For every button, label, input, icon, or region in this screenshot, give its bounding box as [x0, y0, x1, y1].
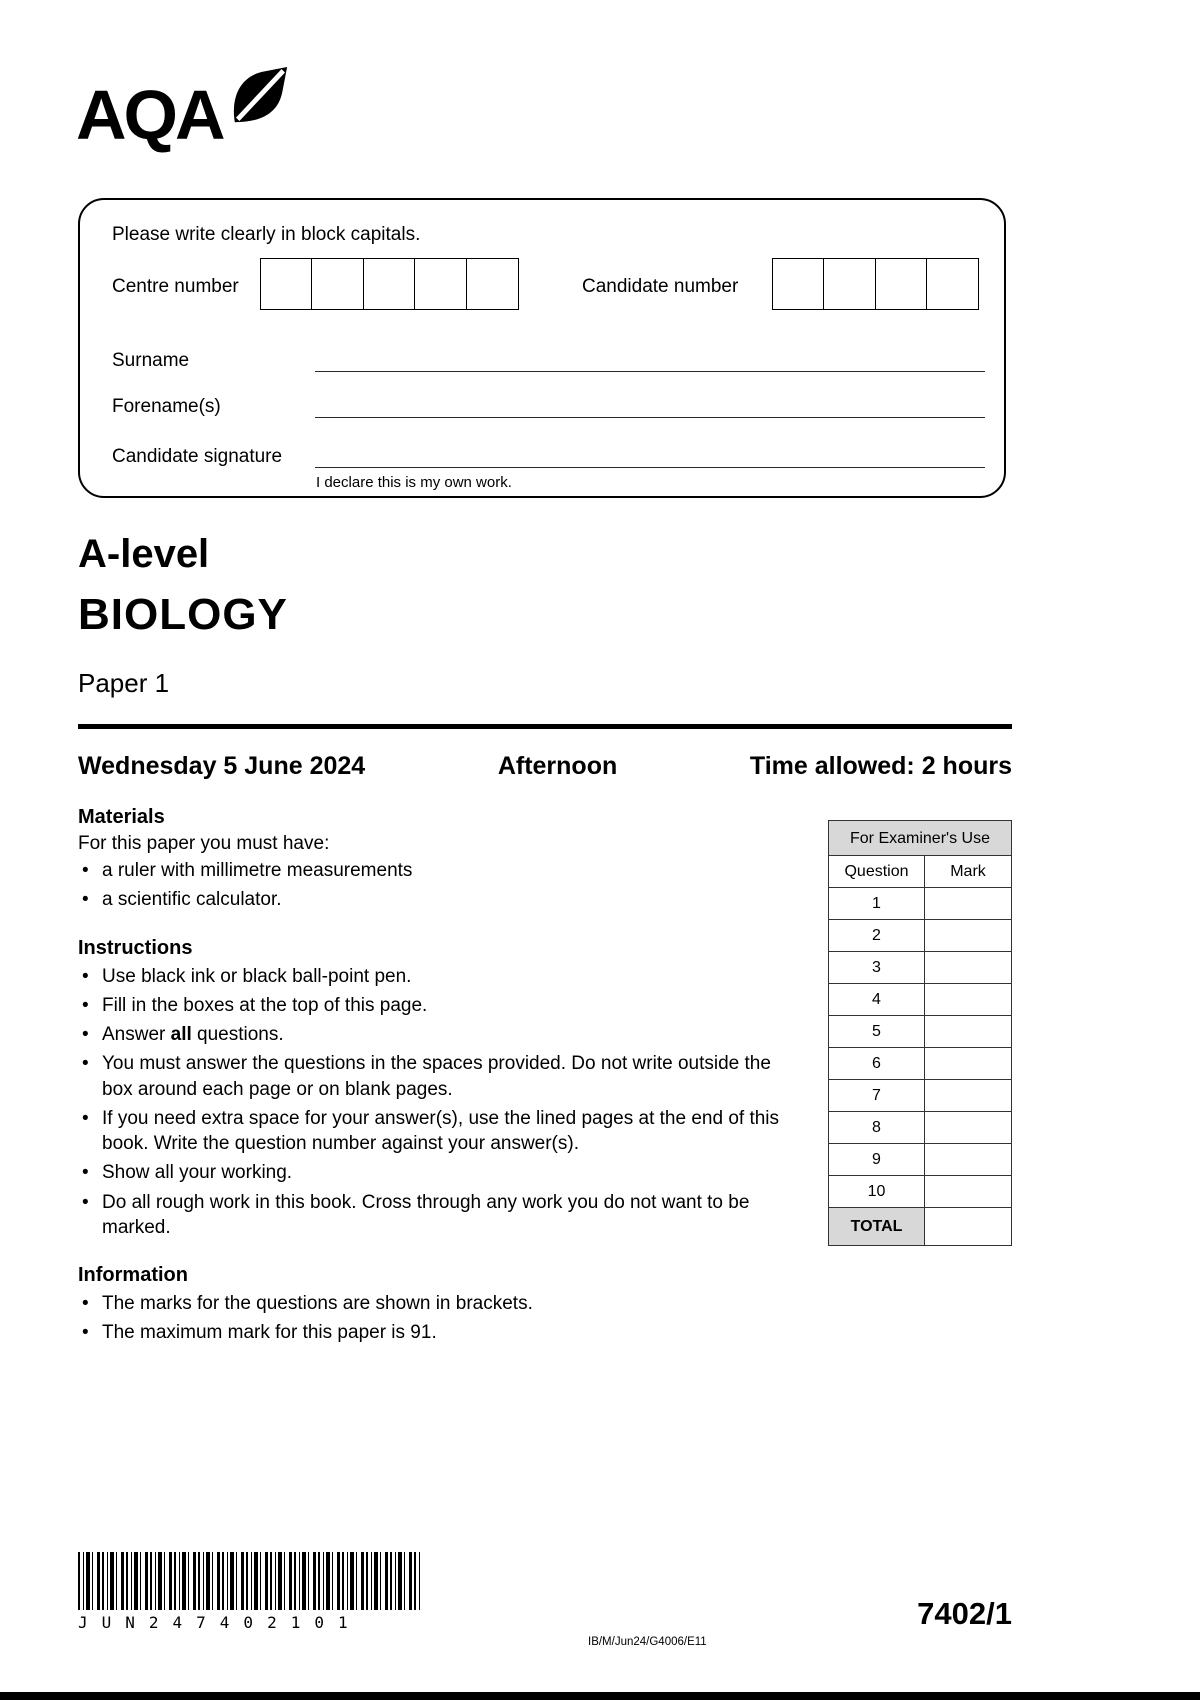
mark-cell [925, 1112, 1011, 1143]
mark-cell [925, 1176, 1011, 1207]
examiner-table-row [829, 1144, 1011, 1176]
examiner-use-table [828, 820, 1012, 1246]
aqa-logo [76, 70, 291, 161]
paper-code: 7402/1 [917, 1596, 1012, 1631]
instruction-item [78, 1022, 798, 1047]
bottom-edge-bar [0, 1692, 1200, 1700]
information-item: • The maximum mark for this paper is 91. [78, 1320, 798, 1345]
barcode-text: JUN247402101 [78, 1613, 362, 1632]
aqa-leaf-icon [229, 66, 291, 133]
question-number: 1 [829, 888, 925, 919]
instruction-item: • Show all your working. [78, 1160, 798, 1185]
time-allowed: Time allowed: 2 hours [749, 752, 1012, 780]
examiner-table-row [829, 1080, 1011, 1112]
examiner-table-row [829, 888, 1011, 920]
mark-cell [925, 1016, 1011, 1047]
instruction-item: • Use black ink or black ball-point pen. [78, 964, 798, 989]
barcode [78, 1552, 420, 1610]
centre-number-field[interactable] [260, 258, 519, 310]
instructions-heading: Instructions [78, 936, 193, 959]
examiner-table-row [829, 1048, 1011, 1080]
subject-title: BIOLOGY [78, 590, 288, 639]
declaration-text: I declare this is my own work. [316, 474, 512, 491]
total-mark-cell [925, 1208, 1011, 1245]
instruction-item: • If you need extra space for your answer(s), use the lined pages at the end of this book. Write the question number against your answer(s). [78, 1106, 798, 1157]
examiner-table-row [829, 952, 1011, 984]
examiner-table-row [829, 1016, 1011, 1048]
centre-number-cell[interactable] [414, 258, 467, 310]
instruction-item: • Fill in the boxes at the top of this page. [78, 993, 798, 1018]
materials-intro: For this paper you must have: [78, 833, 330, 854]
examiner-table-row [829, 1176, 1011, 1208]
question-number: 5 [829, 1016, 925, 1047]
instruction-item: • Do all rough work in this book. Cross through any work you do not want to be marked. [78, 1190, 798, 1241]
question-number: 7 [829, 1080, 925, 1111]
candidate-details-box [78, 198, 1006, 498]
divider-rule [78, 724, 1012, 729]
mark-cell [925, 1048, 1011, 1079]
signature-label: Candidate signature [112, 446, 283, 467]
surname-label: Surname [112, 350, 190, 371]
question-column-header: Question [829, 856, 925, 887]
candidate-number-label: Candidate number [582, 276, 739, 297]
candidate-number-cell[interactable] [772, 258, 825, 310]
centre-number-cell[interactable] [311, 258, 364, 310]
centre-number-cell[interactable] [260, 258, 313, 310]
instruction-item: • You must answer the questions in the spaces provided. Do not write outside the box around each page or on blank pages. [78, 1051, 798, 1102]
exam-date: Wednesday 5 June 2024 [78, 752, 366, 780]
exam-info-row [78, 752, 1012, 781]
candidate-number-field[interactable] [772, 258, 979, 310]
materials-heading: Materials [78, 806, 165, 828]
total-label: TOTAL [829, 1208, 925, 1245]
examiner-table-title: For Examiner's Use [829, 821, 1011, 856]
information-list [78, 1291, 798, 1346]
paper-reference: IB/M/Jun24/G4006/E11 [588, 1636, 707, 1648]
centre-number-cell[interactable] [466, 258, 519, 310]
centre-number-label: Centre number [112, 276, 239, 297]
examiner-table-row [829, 984, 1011, 1016]
examiner-table-total-row [829, 1208, 1011, 1245]
forenames-field[interactable] [315, 396, 985, 418]
instructions-list [78, 964, 798, 1241]
examiner-table-row [829, 920, 1011, 952]
candidate-number-cell[interactable] [926, 258, 979, 310]
qualification-level: A-level [78, 532, 210, 576]
question-number: 2 [829, 920, 925, 951]
mark-cell [925, 984, 1011, 1015]
question-number: 9 [829, 1144, 925, 1175]
question-number: 10 [829, 1176, 925, 1207]
block-capitals-instruction: Please write clearly in block capitals. [112, 224, 421, 245]
examiner-table-row [829, 1112, 1011, 1144]
aqa-logo-text: AQA [76, 76, 223, 154]
materials-item: • a scientific calculator. [78, 887, 798, 912]
materials-list [78, 858, 798, 913]
mark-cell [925, 888, 1011, 919]
barcode-block [78, 1552, 420, 1632]
instruction-text: Answer [102, 1024, 171, 1046]
mark-cell [925, 952, 1011, 983]
instruction-text: questions. [191, 1024, 284, 1046]
examiner-table-header [829, 856, 1011, 888]
signature-field[interactable] [315, 446, 985, 468]
question-number: 3 [829, 952, 925, 983]
mark-column-header: Mark [950, 862, 986, 880]
instruction-text-bold: all [170, 1024, 192, 1046]
mark-cell [925, 1144, 1011, 1175]
candidate-number-cell[interactable] [823, 258, 876, 310]
question-number: 8 [829, 1112, 925, 1143]
mark-cell [925, 1080, 1011, 1111]
mark-cell [925, 920, 1011, 951]
information-heading: Information [78, 1264, 188, 1287]
question-number: 6 [829, 1048, 925, 1079]
question-number: 4 [829, 984, 925, 1015]
surname-field[interactable] [315, 350, 985, 372]
centre-number-cell[interactable] [363, 258, 416, 310]
materials-item: • a ruler with millimetre measurements [78, 858, 798, 883]
paper-number: Paper 1 [78, 668, 170, 698]
exam-session: Afternoon [497, 752, 618, 780]
front-cover-text [78, 806, 798, 1350]
information-item: • The marks for the questions are shown in brackets. [78, 1291, 798, 1316]
forenames-label: Forename(s) [112, 396, 221, 417]
candidate-number-cell[interactable] [875, 258, 928, 310]
